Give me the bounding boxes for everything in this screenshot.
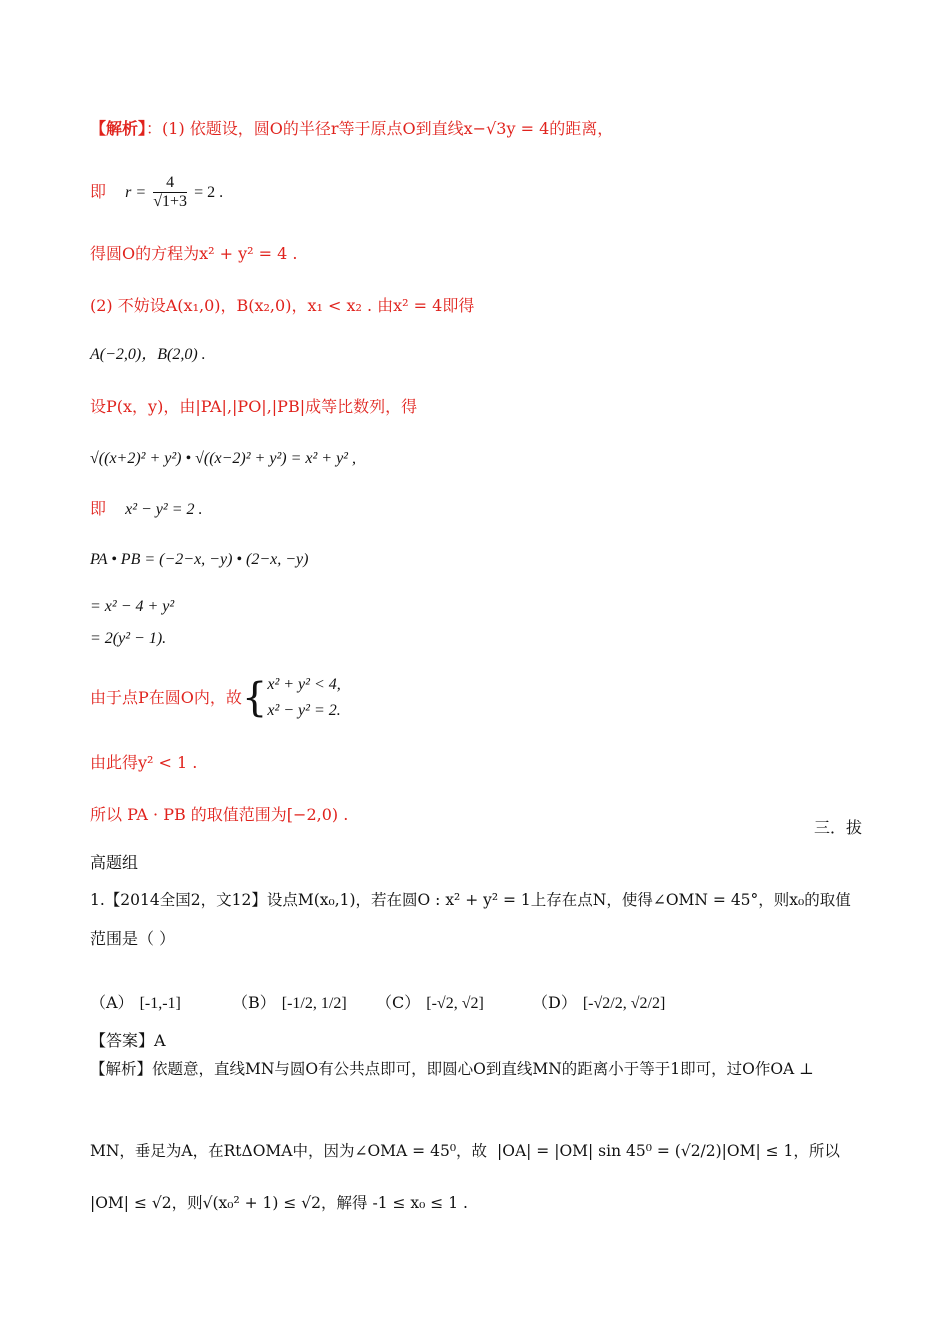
option-c-label: （C） bbox=[376, 993, 421, 1012]
option-a-label: （A） bbox=[90, 993, 134, 1012]
section-heading-part2: 高题组 bbox=[90, 853, 139, 872]
analysis-line-10: = x² − 4 + y² bbox=[90, 598, 175, 615]
answer-line: 【答案】A bbox=[90, 1031, 166, 1050]
system-eq-2: x² − y² = 2. bbox=[267, 702, 341, 719]
system-eq-1: x² + y² < 4, bbox=[267, 676, 341, 693]
option-c bbox=[376, 990, 484, 1013]
analysis-line-1 bbox=[90, 118, 613, 140]
option-d-value: [-√2/2, √2/2] bbox=[582, 995, 666, 1012]
line-8-expr: x² − y² = 2 . bbox=[125, 501, 203, 518]
radius-fraction bbox=[153, 174, 187, 211]
section-heading-part1: 三．拔 bbox=[814, 818, 863, 837]
option-a-value: [-1,-1] bbox=[139, 995, 181, 1012]
radius-value: = 2 . bbox=[194, 184, 224, 201]
option-b-value: [-1/2, 1/2] bbox=[281, 995, 347, 1012]
option-b bbox=[232, 990, 347, 1013]
option-c-value: [-√2, √2] bbox=[426, 995, 484, 1012]
problem-analysis-line-3: |OM| ≤ √2，则√(x₀² + 1) ≤ √2，解得 -1 ≤ x₀ ≤ 1 . bbox=[90, 1194, 468, 1212]
option-a bbox=[90, 990, 181, 1013]
analysis-line-14: 所以 PA · PB 的取值范围为[−2,0) . bbox=[90, 805, 349, 824]
analysis-line-12 bbox=[90, 672, 341, 724]
analysis-line-6: 设P(x，y)，由|PA|,|PO|,|PB|成等比数列，得 bbox=[90, 397, 418, 416]
analysis-line-8 bbox=[90, 498, 203, 521]
analysis-line-1-text: ：(1) 依题设，圆O的半径r等于原点O到直线x−√3y = 4的距离， bbox=[146, 119, 614, 138]
problem-line-2: 范围是（ ） bbox=[90, 929, 176, 948]
analysis-line-7: √((x+2)² + y²) • √((x−2)² + y²) = x² + y² , bbox=[90, 450, 356, 467]
analysis-line-4: (2) 不妨设A(x₁,0)，B(x₂,0)，x₁ < x₂ . 由x² = 4即得 bbox=[90, 296, 475, 315]
option-b-label: （B） bbox=[232, 993, 276, 1012]
analysis-line-5: A(−2,0)，B(2,0) . bbox=[90, 346, 206, 363]
radius-expr: r = bbox=[125, 184, 147, 201]
problem-line-1: 1.【2014全国2，文12】设点M(x₀,1)，若在圆O : x² + y² = 1上存在点N，使得∠OMN = 45°，则x₀的取值 bbox=[90, 891, 851, 909]
fraction-numerator: 4 bbox=[153, 174, 187, 193]
line-8-prefix: 即 bbox=[90, 499, 107, 518]
analysis-line-13: 由此得y² < 1 . bbox=[90, 753, 198, 772]
option-d bbox=[532, 990, 665, 1013]
problem-analysis-line-2 bbox=[90, 1140, 840, 1162]
analysis-line-2-a: MN，垂足为A，在RtΔOMA中，因为∠OMA = 45⁰，故 bbox=[90, 1142, 488, 1160]
analysis-line-3: 得圆O的方程为x² + y² = 4 . bbox=[90, 244, 298, 263]
system-brace: { bbox=[241, 675, 268, 721]
analysis-line-9: PA • PB = (−2−x, −y) • (2−x, −y) bbox=[90, 551, 309, 568]
analysis-label: 【解析】 bbox=[90, 119, 147, 138]
line-12-text: 由于点P在圆O内，故 bbox=[90, 688, 242, 707]
line-2-prefix: 即 bbox=[90, 182, 107, 201]
analysis-line-2 bbox=[90, 174, 223, 211]
equation-system bbox=[267, 672, 340, 724]
problem-analysis-line-1: 【解析】依题意，直线MN与圆O有公共点即可，即圆心O到直线MN的距离小于等于1即可，过O作OA ⊥ bbox=[90, 1060, 814, 1078]
option-d-label: （D） bbox=[532, 993, 577, 1012]
analysis-line-2-b: |OA| = |OM| sin 45⁰ = (√2/2)|OM| ≤ 1，所以 bbox=[497, 1142, 840, 1160]
analysis-line-11: = 2(y² − 1). bbox=[90, 630, 167, 647]
fraction-denominator: √1+3 bbox=[153, 193, 188, 210]
